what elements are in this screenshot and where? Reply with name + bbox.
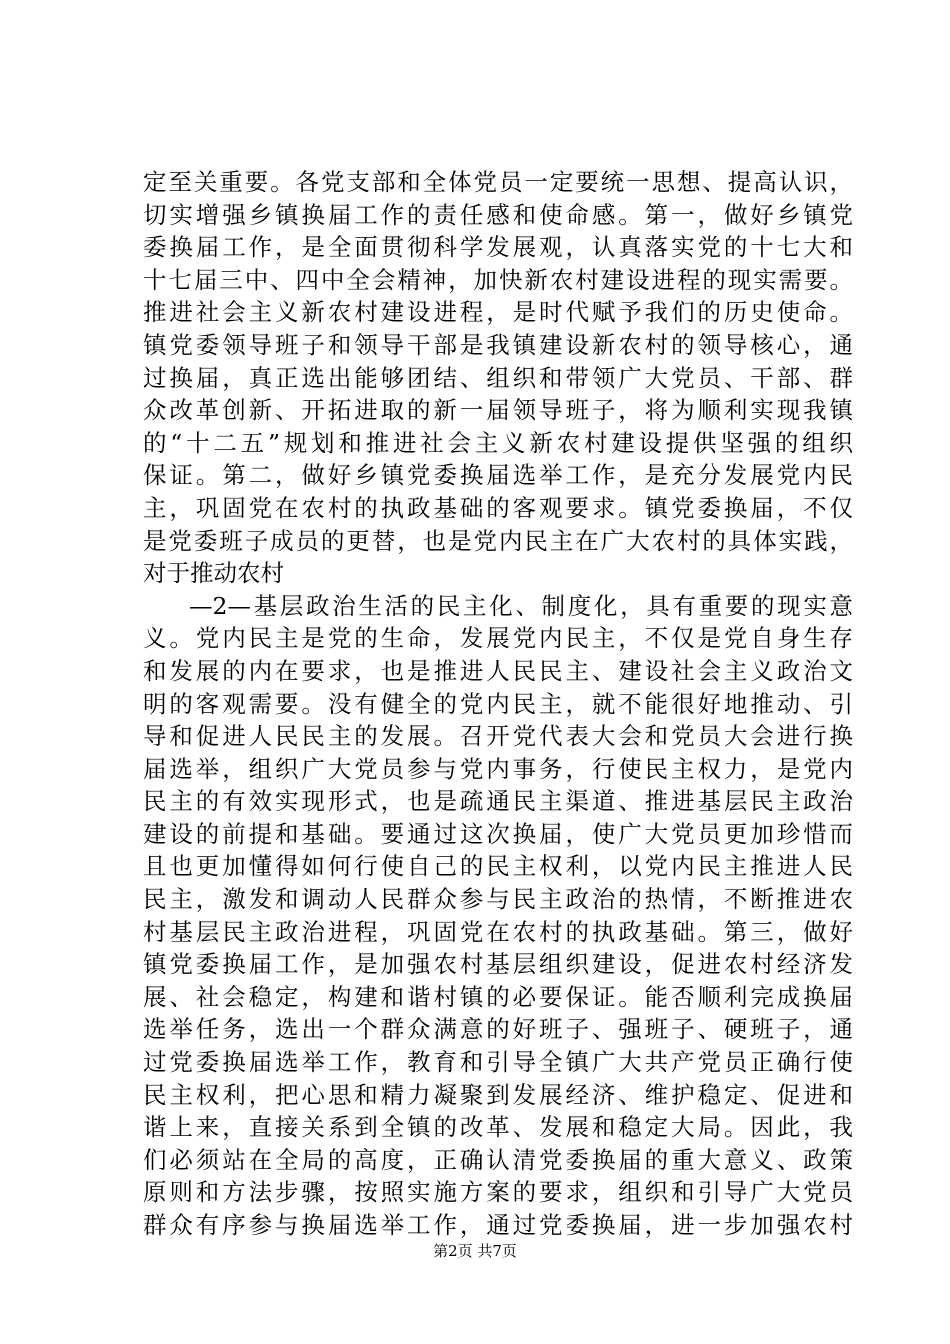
text-line: 主，巩固党在农村的执政基础的客观要求。镇党委换届，不仅 (143, 493, 853, 522)
text-line: 镇党委领导班子和领导干部是我镇建设新农村的领导核心，通 (143, 330, 853, 359)
text-line: 的“十二五”规划和推进社会主义新农村建设提供坚强的组织 (143, 428, 853, 457)
page-number-footer: 第2页 共7页 (433, 1242, 517, 1260)
text-line: 明的客观需要。没有健全的党内民主，就不能很好地推动、引 (143, 689, 853, 718)
text-line: 对于推动农村 (143, 559, 284, 588)
text-line: 展、社会稳定，构建和谐村镇的必要保证。能否顺利完成换届 (143, 982, 853, 1011)
text-line: 原则和方法步骤，按照实施方案的要求，组织和引导广大党员 (143, 1178, 853, 1207)
text-line: 民主，激发和调动人民群众参与民主政治的热情，不断推进农 (143, 885, 853, 914)
text-line: 过党委换届选举工作，教育和引导全镇广大共产党员正确行使 (143, 1048, 853, 1077)
text-line: 委换届工作，是全面贯彻科学发展观，认真落实党的十七大和 (143, 233, 853, 262)
text-line: 众改革创新、开拓进取的新一届领导班子，将为顺利实现我镇 (143, 396, 853, 425)
text-line: 们必须站在全局的高度，正确认清党委换届的重大意义、政策 (143, 1145, 853, 1174)
text-line: 导和促进人民民主的发展。召开党代表大会和党员大会进行换 (143, 722, 853, 751)
text-line: 和发展的内在要求，也是推进人民民主、建设社会主义政治文 (143, 656, 853, 685)
text-line: 村基层民主政治进程，巩固党在农村的执政基础。第三，做好 (143, 917, 853, 946)
text-line: 是党委班子成员的更替，也是党内民主在广大农村的具体实践， (143, 526, 853, 555)
text-line: 义。党内民主是党的生命，发展党内民主，不仅是党自身生存 (143, 624, 853, 653)
text-line: 定至关重要。各党支部和全体党员一定要统一思想、提高认识， (143, 168, 853, 196)
text-line: 镇党委换届工作，是加强农村基层组织建设，促进农村经济发 (143, 950, 853, 979)
text-line: 民主的有效实现形式，也是疏通民主渠道、推进基层民主政治 (143, 787, 853, 816)
text-line: 建设的前提和基础。要通过这次换届，使广大党员更加珍惜而 (143, 819, 853, 848)
text-line: 切实增强乡镇换届工作的责任感和使命感。第一，做好乡镇党 (143, 200, 853, 229)
text-line: 过换届，真正选出能够团结、组织和带领广大党员、干部、群 (143, 363, 853, 392)
text-line: 民主权利，把心思和精力凝聚到发展经济、维护稳定、促进和 (143, 1080, 853, 1109)
text-line: 且也更加懂得如何行使自己的民主权利，以党内民主推进人民 (143, 852, 853, 881)
text-line: 十七届三中、四中全会精神，加快新农村建设进程的现实需要。 (143, 265, 853, 294)
text-line: —2—基层政治生活的民主化、制度化，具有重要的现实意 (189, 591, 853, 620)
text-line: 届选举，组织广大党员参与党内事务，行使民主权力，是党内 (143, 754, 853, 783)
text-line: 保证。第二，做好乡镇党委换届选举工作，是充分发展党内民 (143, 461, 853, 490)
text-line: 选举任务，选出一个群众满意的好班子、强班子、硬班子，通 (143, 1015, 853, 1044)
text-line: 推进社会主义新农村建设进程，是时代赋予我们的历史使命。 (143, 298, 853, 327)
body-text (143, 166, 853, 1242)
text-line: 谐上来，直接关系到全镇的改革、发展和稳定大局。因此，我 (143, 1113, 853, 1142)
text-line: 群众有序参与换届选举工作，通过党委换届，进一步加强农村 (143, 1211, 853, 1239)
